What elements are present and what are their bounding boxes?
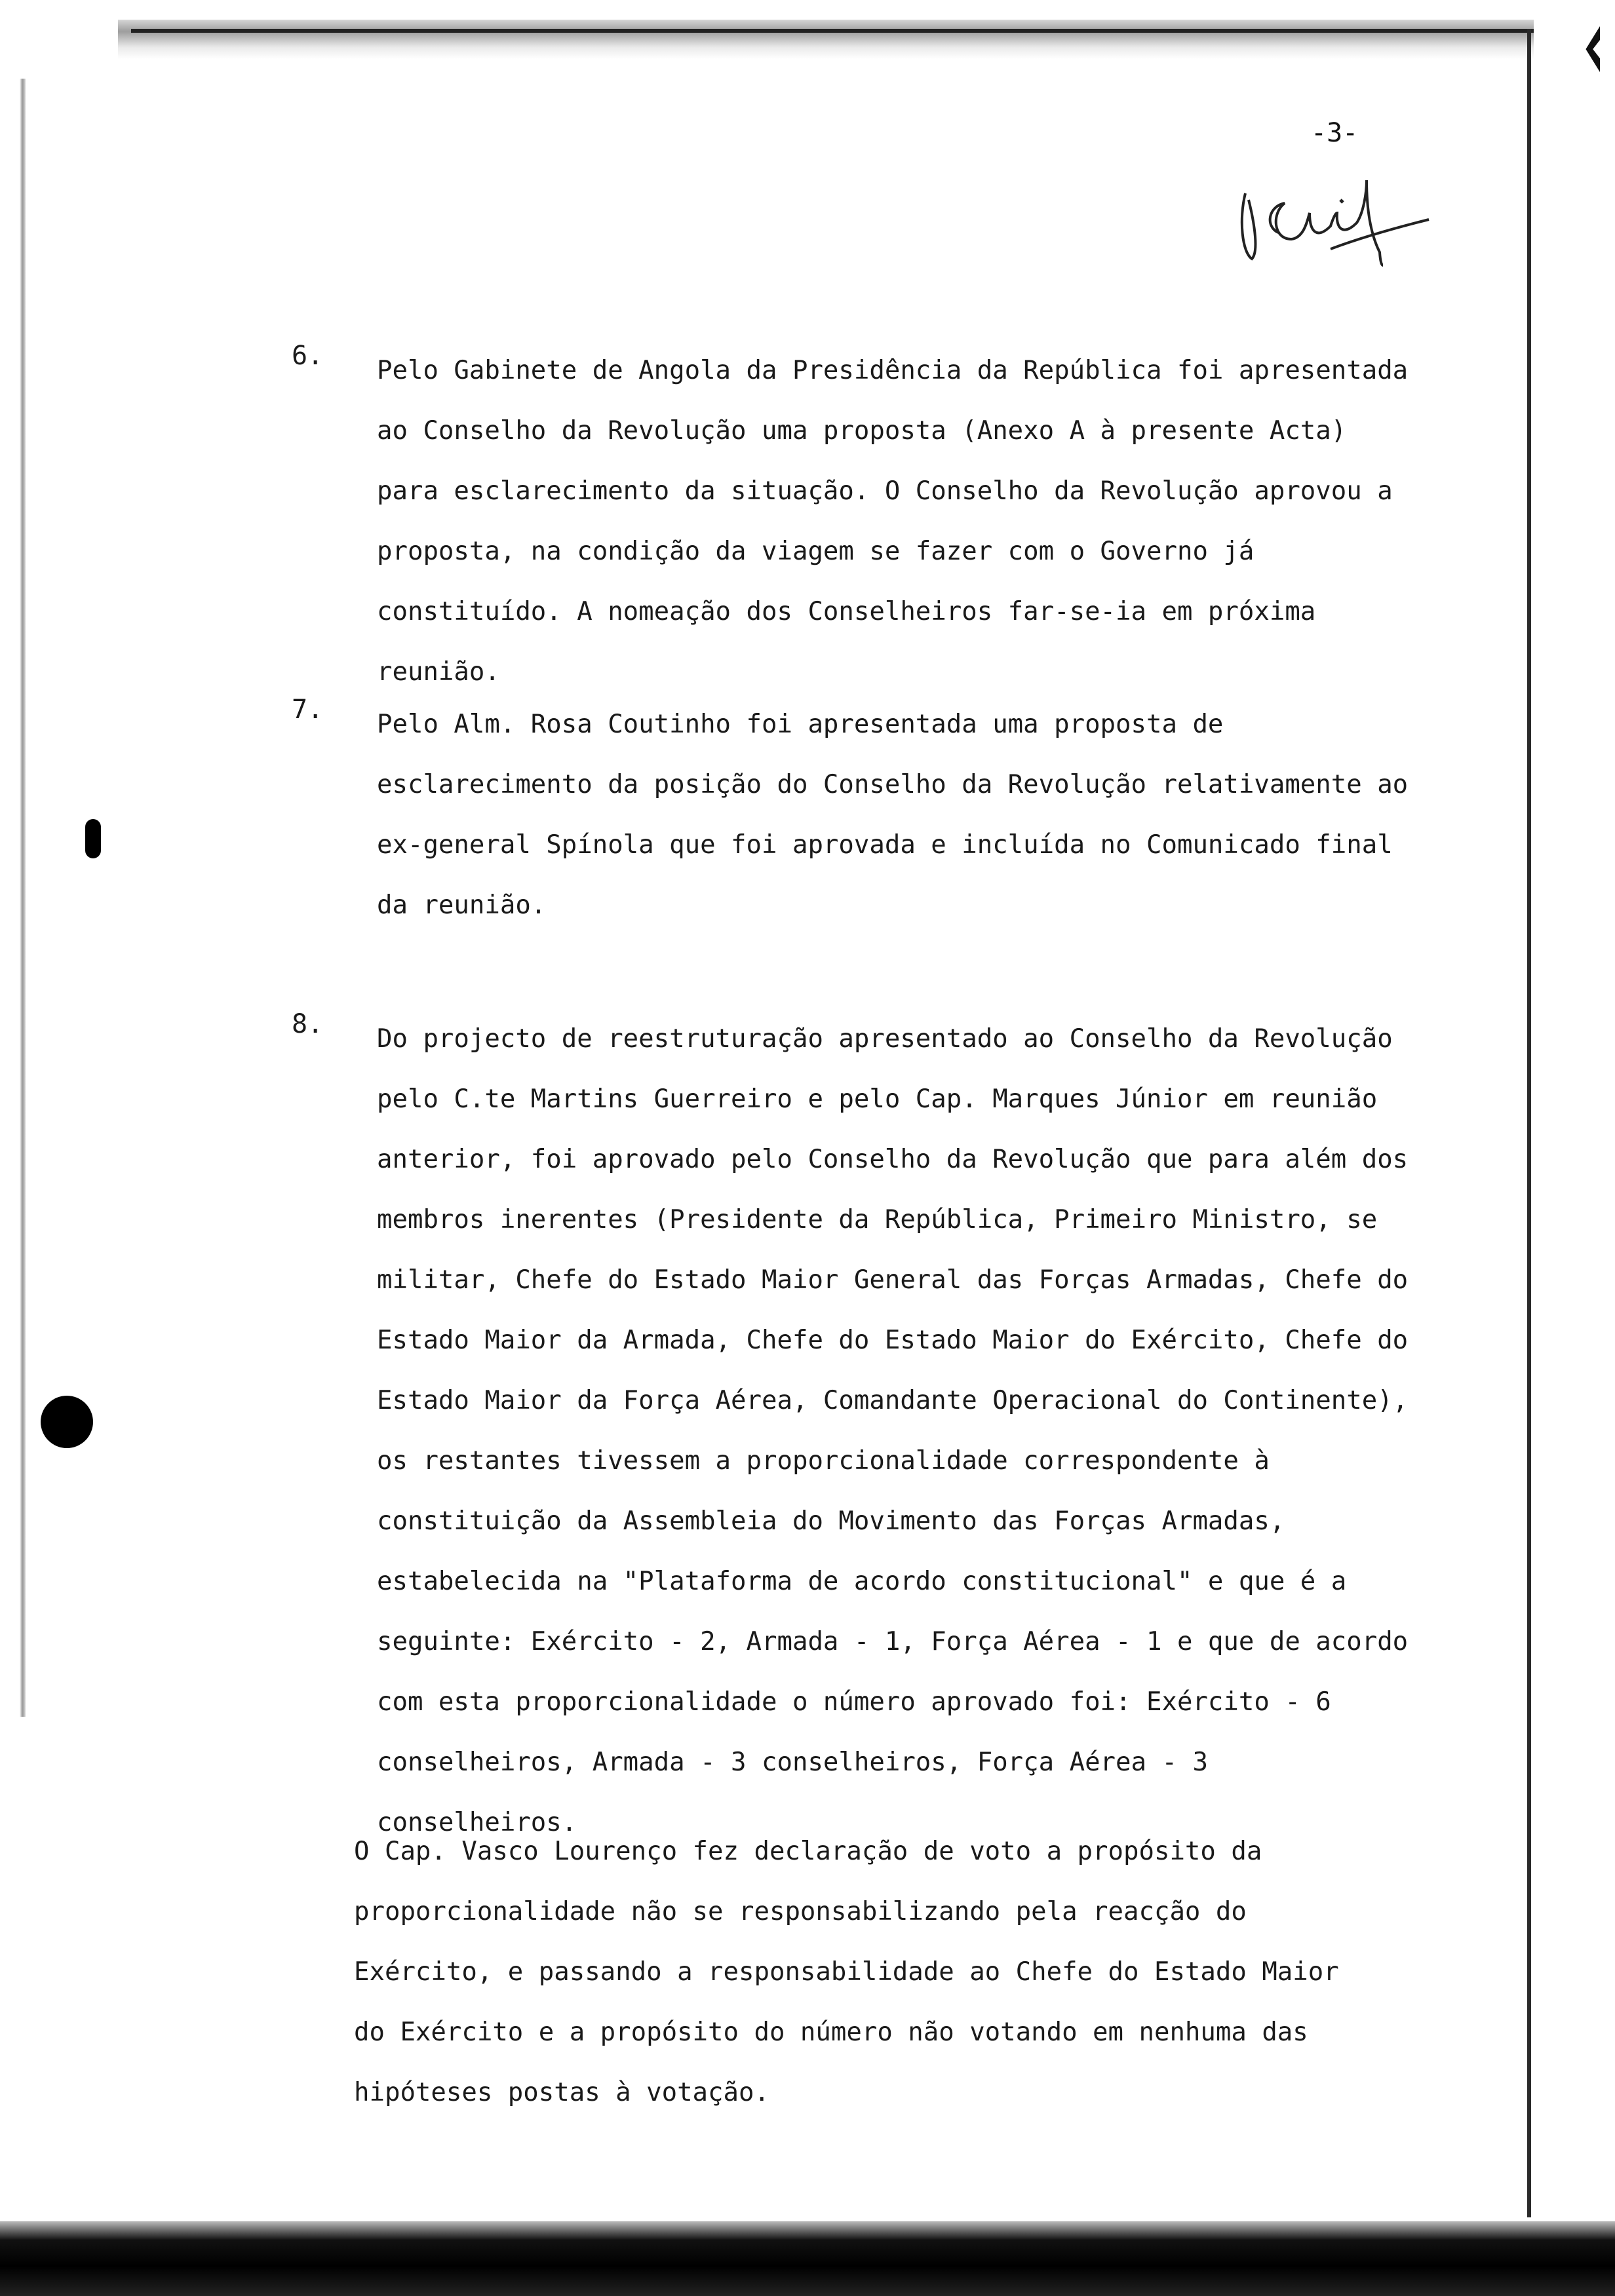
item-text: Do projecto de reestruturação apresentado ao Conselho da Revolução pelo C.te Martins Guerreiro e pelo Cap. Marques Júnior em reunião anterior, foi aprovado pelo Conselho da Revolução que para além dos membros inerentes (Presidente da República, Primeiro Ministro, se militar, Chefe do Estado Maior General das Forças Armadas, Chefe do Estado Maior da Armada, Chefe do Estado Maior do Exército, Chefe do Estado Maior da Força Aérea, Comandante Operacional do Continente), os restantes tivessem a proporcionalidade correspondente à constituição da Assembleia do Movimento das Forças Armadas, estabelecida na "Plataforma de acordo constitucional" e que é a seguinte: Exército - 2, Armada - 1, Força Aérea - 1 e que de acordo com esta proporcionalidade o número aprovado foi: Exército - 6 conselheiros, Armada - 3 conselheiros, Força Aérea - 3 conselheiros. [377,1024,1409,1837]
item-number: 7. [292,695,324,725]
scan-top-border [131,29,1534,33]
scan-top-edge [118,20,1534,59]
vote-declaration-paragraph: O Cap. Vasco Lourenço fez declaração de voto a propósito da proporcionalidade não se responsabilizando pela reacção do Exército, e passando a responsabilidade ao Chefe do Estado Maior do Exército e a propósito do número não votando em nenhuma das hipóteses postas à votação. [354,1837,1339,2107]
item-text: Pelo Gabinete de Angola da Presidência da República foi apresentada ao Conselho da Revolução uma proposta (Anexo A à presente Acta) para esclarecimento da situação. O Conselho da Revolução aprovou a proposta, na condição da viagem se fazer com o Governo já constituído. A nomeação dos Conselheiros far-se-ia em próxima reunião. [377,356,1409,687]
item-number: 6. [292,341,324,371]
scan-bottom-edge [0,2221,1615,2296]
page-number: -3- [1311,118,1359,148]
item-text: Pelo Alm. Rosa Coutinho foi apresentada uma proposta de esclarecimento da posição do Conselho da Revolução relativamente ao ex-general Spínola que foi aprovada e incluída no Comunicado final da reunião. [377,710,1409,920]
binding-mark [1576,26,1600,72]
item-number: 8. [292,1009,324,1039]
scan-left-edge [20,79,26,1717]
initials-signature [1232,154,1442,269]
punch-hole-partial [85,819,101,858]
scan-right-border [1527,29,1531,2217]
punch-hole [41,1396,93,1448]
